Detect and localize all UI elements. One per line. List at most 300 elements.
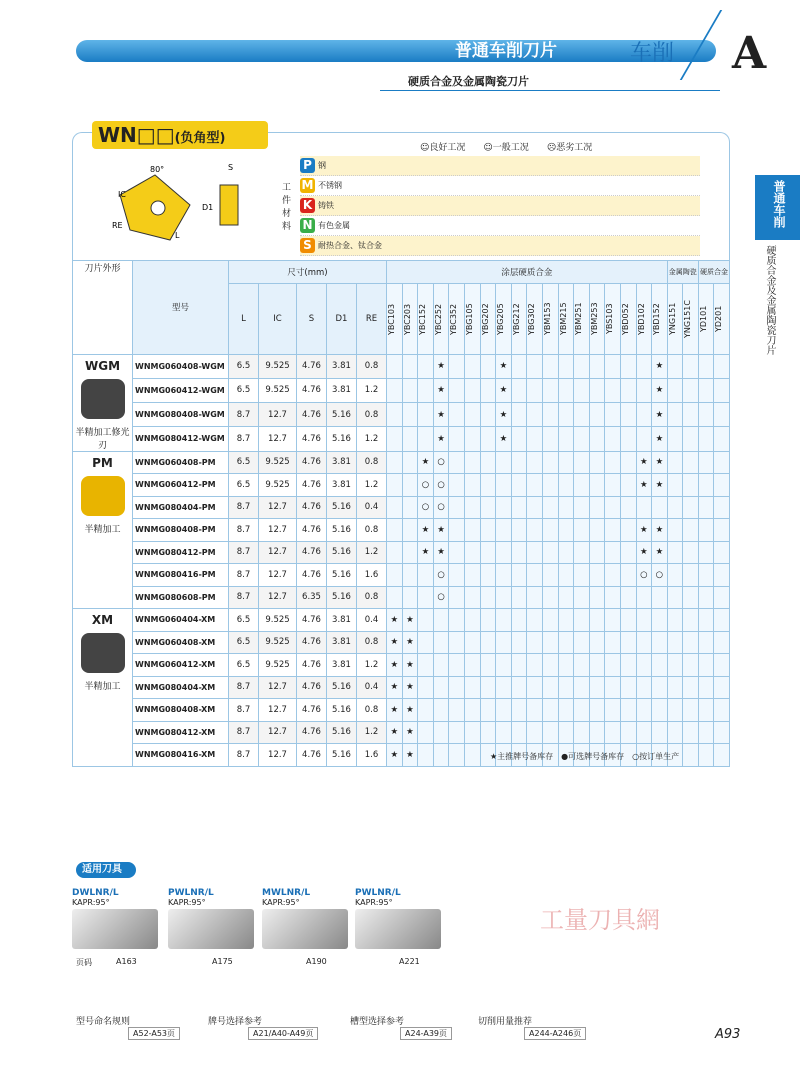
grade-cell [480,378,496,402]
tool-image [168,909,254,949]
grade-cell [464,586,480,609]
dim-cell: 1.6 [357,744,387,767]
grade-cell [449,354,465,378]
grade-cell: ★ [433,378,449,402]
dim-cell: 4.76 [297,721,327,744]
model-cell: WNMG080412-XM [133,721,229,744]
grade-cell [620,676,636,699]
grade-cell [449,744,465,767]
grade-cell [418,631,434,654]
grade-cell: ★ [387,631,403,654]
grade-cell [418,378,434,402]
grade-cell [542,403,558,427]
page-label: 页码 [76,958,92,967]
side-tab[interactable]: 普通车削 [755,175,800,240]
grade-cell [511,721,527,744]
grade-cell [698,609,714,632]
model-cell: WNMG080404-XM [133,676,229,699]
grade-cell [636,354,652,378]
model-cell: WNMG080416-XM [133,744,229,767]
grade-cell: ★ [418,541,434,564]
grade-cell: ★ [433,427,449,451]
header-banner [76,40,716,62]
dim-cell: 4.76 [297,541,327,564]
grade-cell [667,676,683,699]
grade-cell [387,474,403,497]
table-row [73,541,730,564]
grade-cell [464,654,480,677]
table-row [73,564,730,587]
grade-cell [527,586,543,609]
grade-cell [605,403,621,427]
grade-cell [464,427,480,451]
grade-cell [480,609,496,632]
grade-cell [683,721,699,744]
grade-cell: ★ [652,541,668,564]
series-title: WN□□(负角型) [92,121,268,149]
grade-cell [527,721,543,744]
geo-s: S [228,163,234,172]
tool-card[interactable] [72,888,160,953]
grade-cell [542,354,558,378]
material-name: 不锈钢 [318,181,342,190]
dim-cell: 4.76 [297,699,327,722]
ref-pages[interactable]: A244-A246页 [524,1027,586,1040]
grade-cell [480,654,496,677]
dim-cell: 5.16 [327,541,357,564]
table-row [73,609,730,632]
grade-cell [464,631,480,654]
grade-cell [449,541,465,564]
dim-cell: 4.76 [297,676,327,699]
dim-cell: 9.525 [259,451,297,474]
grade-cell [636,378,652,402]
model-cell: WNMG060408-PM [133,451,229,474]
grade-cell [527,699,543,722]
grade-cell [464,676,480,699]
grade-cell [496,496,512,519]
grade-cell: ★ [496,403,512,427]
grade-cell [496,699,512,722]
grade-cell [667,631,683,654]
grade-cell [683,451,699,474]
grade-cell [480,496,496,519]
grade-cell: ○ [433,496,449,519]
grade-cell [542,564,558,587]
grade-header: YBD052 [620,302,630,335]
grade-cell [652,586,668,609]
grade-cell [418,744,434,767]
grade-cell [574,427,590,451]
dim-cell: 6.5 [229,474,259,497]
grade-cell [589,721,605,744]
grade-cell [589,541,605,564]
section-letter: A [732,28,767,79]
dim-cell: 8.7 [229,496,259,519]
grade-cell [527,519,543,542]
grade-cell: ★ [433,354,449,378]
model-cell: WNMG060412-XM [133,654,229,677]
grade-cell [605,654,621,677]
dim-cell: 0.4 [357,676,387,699]
grade-cell [714,451,730,474]
grade-cell [402,451,418,474]
legend-bad: ☹恶劣工况 [546,143,593,153]
grade-cell [449,699,465,722]
grade-cell [480,427,496,451]
grade-cell [589,654,605,677]
grade-cell [542,609,558,632]
grade-cell [464,378,480,402]
legend-normal: ☺一般工况 [483,143,529,153]
table-row [73,721,730,744]
tool-card[interactable] [168,888,256,953]
grade-cell [449,451,465,474]
grade-cell [574,541,590,564]
grade-cell [511,609,527,632]
tool-name: DWLNR/L [72,888,119,898]
dim-cell: 5.16 [327,427,357,451]
geo-d1: D1 [202,203,214,212]
grade-cell [464,474,480,497]
dim-cell: 9.525 [259,631,297,654]
grade-cell [527,609,543,632]
tool-page: A163 [116,957,137,966]
grade-cell [636,676,652,699]
grade-cell [589,496,605,519]
dim-cell: 12.7 [259,676,297,699]
grade-cell [527,541,543,564]
material-badge: K [300,198,315,213]
ref-pages[interactable]: A52-A53页 [128,1027,180,1040]
dim-cell: 0.4 [357,609,387,632]
grade-cell [667,427,683,451]
product-table [72,260,730,767]
grade-cell: ○ [418,496,434,519]
grade-cell [589,699,605,722]
grade-cell [449,403,465,427]
dim-cell: 3.81 [327,474,357,497]
grade-cell [589,474,605,497]
grade-cell [464,721,480,744]
grade-cell [527,451,543,474]
ref-pages[interactable]: A24-A39页 [400,1027,452,1040]
dim-header: RE [357,283,387,354]
group-cell: PM 半精加工 [73,451,133,609]
grade-cell: ★ [387,676,403,699]
dim-cell: 0.8 [357,586,387,609]
grade-cell [418,699,434,722]
grade-cell [589,609,605,632]
tool-card[interactable] [355,888,443,953]
grade-cell [605,519,621,542]
grade-cell [667,721,683,744]
grade-cell: ○ [433,451,449,474]
grade-cell [496,474,512,497]
grade-cell [511,541,527,564]
tool-kapr: KAPR:95° [168,898,206,907]
grade-cell: ★ [652,427,668,451]
grade-header: YBC103 [387,302,396,335]
grade-cell [698,699,714,722]
grade-cell [558,654,574,677]
grade-cell [574,654,590,677]
grade-cell [698,403,714,427]
grade-cell [698,721,714,744]
grade-cell [574,354,590,378]
grade-cell [418,609,434,632]
insert-image [81,379,125,419]
dim-header: D1 [327,283,357,354]
dim-cell: 1.6 [357,564,387,587]
col-coated: 涂层硬质合金 [387,261,668,284]
grade-cell: ★ [402,654,418,677]
grade-cell: ○ [433,474,449,497]
grade-cell [558,378,574,402]
grade-cell [605,474,621,497]
grade-cell [496,586,512,609]
grade-cell [605,451,621,474]
dim-cell: 4.76 [297,427,327,451]
grade-cell [511,378,527,402]
model-cell: WNMG080404-PM [133,496,229,519]
grade-header: YBG105 [464,302,474,335]
grade-cell [402,354,418,378]
dim-cell: 0.8 [357,699,387,722]
grade-cell [698,586,714,609]
grade-cell [589,519,605,542]
grade-cell [667,519,683,542]
grade-cell [464,403,480,427]
tool-image [355,909,441,949]
grade-cell [464,451,480,474]
grade-cell [402,474,418,497]
grade-cell [714,564,730,587]
grade-cell [698,496,714,519]
dim-cell: 9.525 [259,654,297,677]
grade-cell [496,564,512,587]
grade-cell [574,474,590,497]
dim-cell: 6.5 [229,609,259,632]
grade-cell [714,699,730,722]
tool-image [72,909,158,949]
category-label: 车削 [630,41,675,66]
ref-label: 切削用量推荐 [478,1017,533,1027]
grade-cell [636,654,652,677]
grade-cell [574,519,590,542]
grade-cell [402,586,418,609]
grade-cell [714,378,730,402]
group-cell: XM 半精加工 [73,609,133,767]
insert-image [81,476,125,516]
table-row [73,403,730,427]
grade-cell [698,744,714,767]
ref-pages[interactable]: A21/A40-A49页 [248,1027,318,1040]
grade-cell [667,654,683,677]
grade-cell [496,676,512,699]
grade-cell [605,699,621,722]
dim-cell: 8.7 [229,699,259,722]
dim-cell: 3.81 [327,609,357,632]
grade-cell: ★ [496,378,512,402]
dim-cell: 9.525 [259,378,297,402]
grade-cell [387,378,403,402]
grade-cell [542,541,558,564]
dim-header: S [297,283,327,354]
dim-cell: 6.5 [229,451,259,474]
grade-cell [402,519,418,542]
grade-cell [667,378,683,402]
grade-cell [387,496,403,519]
grade-cell [433,676,449,699]
grade-cell [527,676,543,699]
grade-cell [464,564,480,587]
grade-cell [605,354,621,378]
grade-cell [620,654,636,677]
grade-cell [636,721,652,744]
grade-cell [449,609,465,632]
grade-header: YNG151C [683,299,693,338]
dim-cell: 8.7 [229,519,259,542]
dim-cell: 1.2 [357,721,387,744]
col-dims: 尺寸(mm) [229,261,387,284]
page-number: A93 [715,1027,741,1042]
model-cell: WNMG060404-XM [133,609,229,632]
grade-cell [511,631,527,654]
side-text: 硬质合金及金属陶瓷刀片 [764,245,775,355]
grade-cell [683,744,699,767]
dim-cell: 4.76 [297,378,327,402]
model-cell: WNMG080408-PM [133,519,229,542]
grade-cell [698,378,714,402]
grade-cell [652,496,668,519]
dim-cell: 0.4 [357,496,387,519]
grade-header: YBM215 [558,302,568,335]
grade-cell [511,654,527,677]
grade-cell [667,609,683,632]
model-cell: WNMG080412-PM [133,541,229,564]
grade-cell: ★ [496,427,512,451]
tool-name: MWLNR/L [262,888,311,898]
grade-cell [698,427,714,451]
grade-cell [527,474,543,497]
dim-cell: 3.81 [327,631,357,654]
dim-cell: 6.5 [229,354,259,378]
grade-cell [542,586,558,609]
grade-cell [558,564,574,587]
grade-cell: ★ [636,451,652,474]
grade-cell [542,451,558,474]
tool-page: A190 [306,957,327,966]
model-cell: WNMG060412-PM [133,474,229,497]
geo-re: RE [112,221,123,230]
grade-cell [558,403,574,427]
grade-cell [433,699,449,722]
grade-cell [418,676,434,699]
grade-cell [683,699,699,722]
grade-cell [558,451,574,474]
grade-cell [527,631,543,654]
insert-image [81,633,125,673]
grade-cell [449,676,465,699]
table-row [73,474,730,497]
dim-cell: 4.76 [297,609,327,632]
grade-cell [542,676,558,699]
grade-cell [714,354,730,378]
dim-header: L [229,283,259,354]
grade-cell [589,378,605,402]
grade-cell [418,586,434,609]
model-cell: WNMG060408-WGM [133,354,229,378]
dim-cell: 6.5 [229,378,259,402]
grade-cell [511,564,527,587]
grade-cell [433,654,449,677]
grade-cell [464,699,480,722]
insert-geometry-diagram [110,160,270,250]
grade-cell [589,676,605,699]
grade-cell [402,496,418,519]
grade-cell [449,496,465,519]
dim-cell: 12.7 [259,427,297,451]
grade-cell [683,654,699,677]
grade-cell [714,474,730,497]
dim-cell: 12.7 [259,496,297,519]
grade-cell [652,631,668,654]
grade-cell [418,427,434,451]
tool-page: A221 [399,957,420,966]
tool-name: PWLNR/L [168,888,214,898]
grade-header: YNG151 [667,302,677,335]
grade-cell [683,519,699,542]
grade-cell: ○ [636,564,652,587]
dim-cell: 12.7 [259,564,297,587]
grade-cell [574,699,590,722]
grade-cell [620,474,636,497]
grade-cell [667,474,683,497]
dim-cell: 9.525 [259,354,297,378]
grade-cell [714,721,730,744]
col-shape: 刀片外形 [73,261,133,355]
col-cermet: 金属陶瓷 [667,261,698,284]
grade-cell [387,586,403,609]
dim-cell: 4.76 [297,403,327,427]
dim-cell: 4.76 [297,496,327,519]
model-cell: WNMG080416-PM [133,564,229,587]
grade-cell [620,609,636,632]
grade-cell [683,427,699,451]
dim-cell: 9.525 [259,474,297,497]
tool-card[interactable] [262,888,350,953]
grade-cell [605,541,621,564]
grade-cell [511,676,527,699]
dim-cell: 5.16 [327,699,357,722]
grade-cell [683,676,699,699]
dim-cell: 8.7 [229,403,259,427]
grade-cell: ★ [433,403,449,427]
grade-cell [683,378,699,402]
grade-cell [698,541,714,564]
grade-cell [558,519,574,542]
dim-cell: 12.7 [259,586,297,609]
dim-cell: 4.76 [297,519,327,542]
grade-cell [387,541,403,564]
grade-cell [527,378,543,402]
material-row [300,216,700,236]
dim-cell: 8.7 [229,721,259,744]
grade-cell [558,699,574,722]
grade-cell [652,699,668,722]
material-badge: S [300,238,315,253]
